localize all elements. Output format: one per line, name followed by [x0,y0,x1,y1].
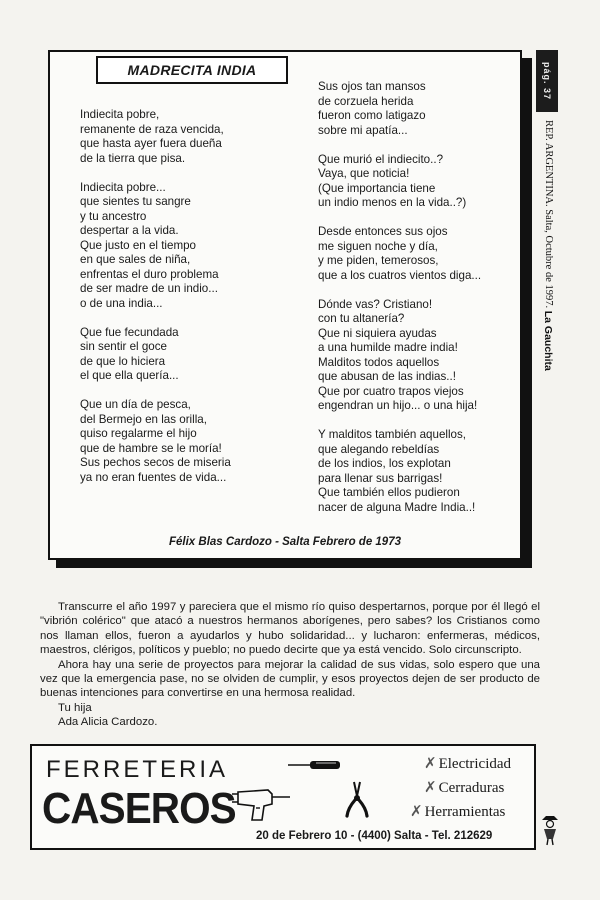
poem-line: Indiecita pobre... [80,180,166,194]
poem-stanza [80,398,300,485]
poem-line: de la tierra que pisa. [80,151,186,165]
poem-line: y tu ancestro [80,209,147,223]
cross-mark-icon: ✗ [410,803,423,820]
poem-line: Que murió el indiecito..? [318,152,444,166]
poem-line: en que sales de niña, [80,253,191,266]
poem-line: engendran un hijo... o una hija! [318,399,478,412]
ad-service-label: Herramientas [424,804,506,820]
poem-line: Que justo en el tiempo [80,238,197,252]
poem-line: sin sentir el goce [80,340,167,353]
prose-paragraph-2: Ahora hay una serie de proyectos para mejorar la calidad de sus vidas, solo espero que una vez que la emergencia pase, no se olviden de cumplir, y esos proyectos dejen de ser producto de buenas intenciones para convertirse en una hermosa realidad. [40,658,540,700]
poem-line: a una humilde madre india! [318,341,458,354]
poem-right-column [318,80,518,530]
poem-line: Desde entonces sus ojos [318,225,448,238]
hardware-store-ad [30,744,536,850]
poem-line: con tu altanería? [318,312,405,325]
screwdriver-icon [288,758,344,772]
prose-paragraph-1: Transcurre el año 1997 y pareciera que el mismo río quiso despertarnos, porque por él llegó el "vibrión colérico" que atacó a nuestros hermanos aborígenes, pero sabes? los Cristianos como nos llaman ellos, fueron a ayudarlos y hubo solidaridad... y lucharon: enfermeras, médicos, maestros, clérigos, políticos y pueblo; no puedo decirte que ya está vencido. Solo circunscripto. [40,601,540,657]
poem-line: (Que importancia tiene [318,181,436,195]
poem-line: de corzuela herida [318,94,414,108]
ad-services-list [410,752,511,824]
poem-title: MADRECITA INDIA [96,56,288,84]
poem-line: de los indios, los explotan [318,457,451,470]
poem-line: que alegando rebeldías [318,442,440,456]
poem-stanza [80,181,300,312]
poem-line: un indio menos en la vida..?) [318,196,467,209]
poem-line: del Bermejo en las orilla, [80,412,207,426]
gaucho-mascot-icon [540,812,560,846]
poem-left-column [80,108,300,500]
poem-stanza [318,80,518,138]
cross-mark-icon: ✗ [424,779,437,796]
poem-stanza [80,326,300,384]
closing-line: Tu hija [58,701,92,714]
poem-line: sobre mi apatía... [318,123,408,137]
poem-line: despertar a la vida. [80,224,179,237]
poem-line: Vaya, que noticia! [318,167,410,180]
prose-section [40,600,540,730]
poem-line: o de una india... [80,296,163,310]
poem-line: Que un día de pesca, [80,398,191,411]
poem-line: fueron como latigazo [318,109,426,122]
ad-name-line1: FERRETERIA [46,756,229,783]
poem-line: Sus pechos secos de miseria [80,456,231,469]
poem-line: Y malditos también aquellos, [318,428,467,441]
poem-line: Que fue fecundada [80,325,179,339]
poem-line: Que por cuatro trapos viejos [318,384,464,398]
ad-service-item [410,800,511,824]
poem-stanza [80,108,300,166]
ad-service-item [424,752,511,776]
poem-line: y me piden, temerosos, [318,254,439,267]
poem-line: que a los cuatros vientos diga... [318,268,482,282]
poem-line: Indiecita pobre, [80,108,160,121]
drill-icon [228,784,292,824]
author-name: Ada Alicia Cardozo. [58,716,158,729]
side-caption [538,120,558,371]
poem-line: para llenar sus barrigas! [318,471,443,485]
poem-line: que de hambre se le moría! [80,441,222,455]
poem-signature: Félix Blas Cardozo - Salta Febrero de 1973 [169,536,401,548]
ad-service-label: Cerraduras [438,780,505,796]
poem-line: me siguen noche y día, [318,239,438,253]
poem-stanza [318,225,518,283]
poem-line: Malditos todos aquellos [318,355,440,369]
poem-line: enfrentas el duro problema [80,267,219,281]
poem-line: Sus ojos tan mansos [318,80,426,93]
poem-line: de que lo hiciera [80,354,166,368]
poem-line: remanente de raza vencida, [80,122,224,136]
poem-stanza [318,298,518,414]
ad-name-line2: CASEROS [42,784,236,833]
poem-stanza [318,153,518,211]
page-number-tab [536,50,558,112]
poem-line: Dónde vas? Cristiano! [318,297,433,311]
poem-line: Que ni siquiera ayudas [318,326,437,340]
page-number: pág. 37 [542,61,552,100]
poem-stanza [318,428,518,515]
side-caption-text: REP. ARGENTINA. Salta, Octubre de 1997. [543,120,554,309]
poem-line: ya no eran fuentes de vida... [80,470,227,484]
poem-line: que sientes tu sangre [80,195,191,208]
poem-line: que hasta ayer fuera dueña [80,137,222,150]
ad-service-item [424,776,511,800]
ad-service-label: Electricidad [438,756,512,772]
poem-box [48,50,522,560]
cross-mark-icon: ✗ [424,755,437,772]
poem-line: el que ella quería... [80,369,179,382]
poem-line: Que también ellos pudieron [318,486,460,499]
poem-line: nacer de alguna Madre India..! [318,500,476,514]
poem-line: que abusan de las indias..! [318,370,456,383]
side-caption-brand: La Gauchita [542,310,554,371]
poem-line: quiso regalarme el hijo [80,427,197,440]
ad-address: 20 de Febrero 10 - (4400) Salta - Tel. 212629 [256,830,493,842]
pliers-icon [344,780,370,818]
poem-line: de ser madre de un indio... [80,282,218,295]
